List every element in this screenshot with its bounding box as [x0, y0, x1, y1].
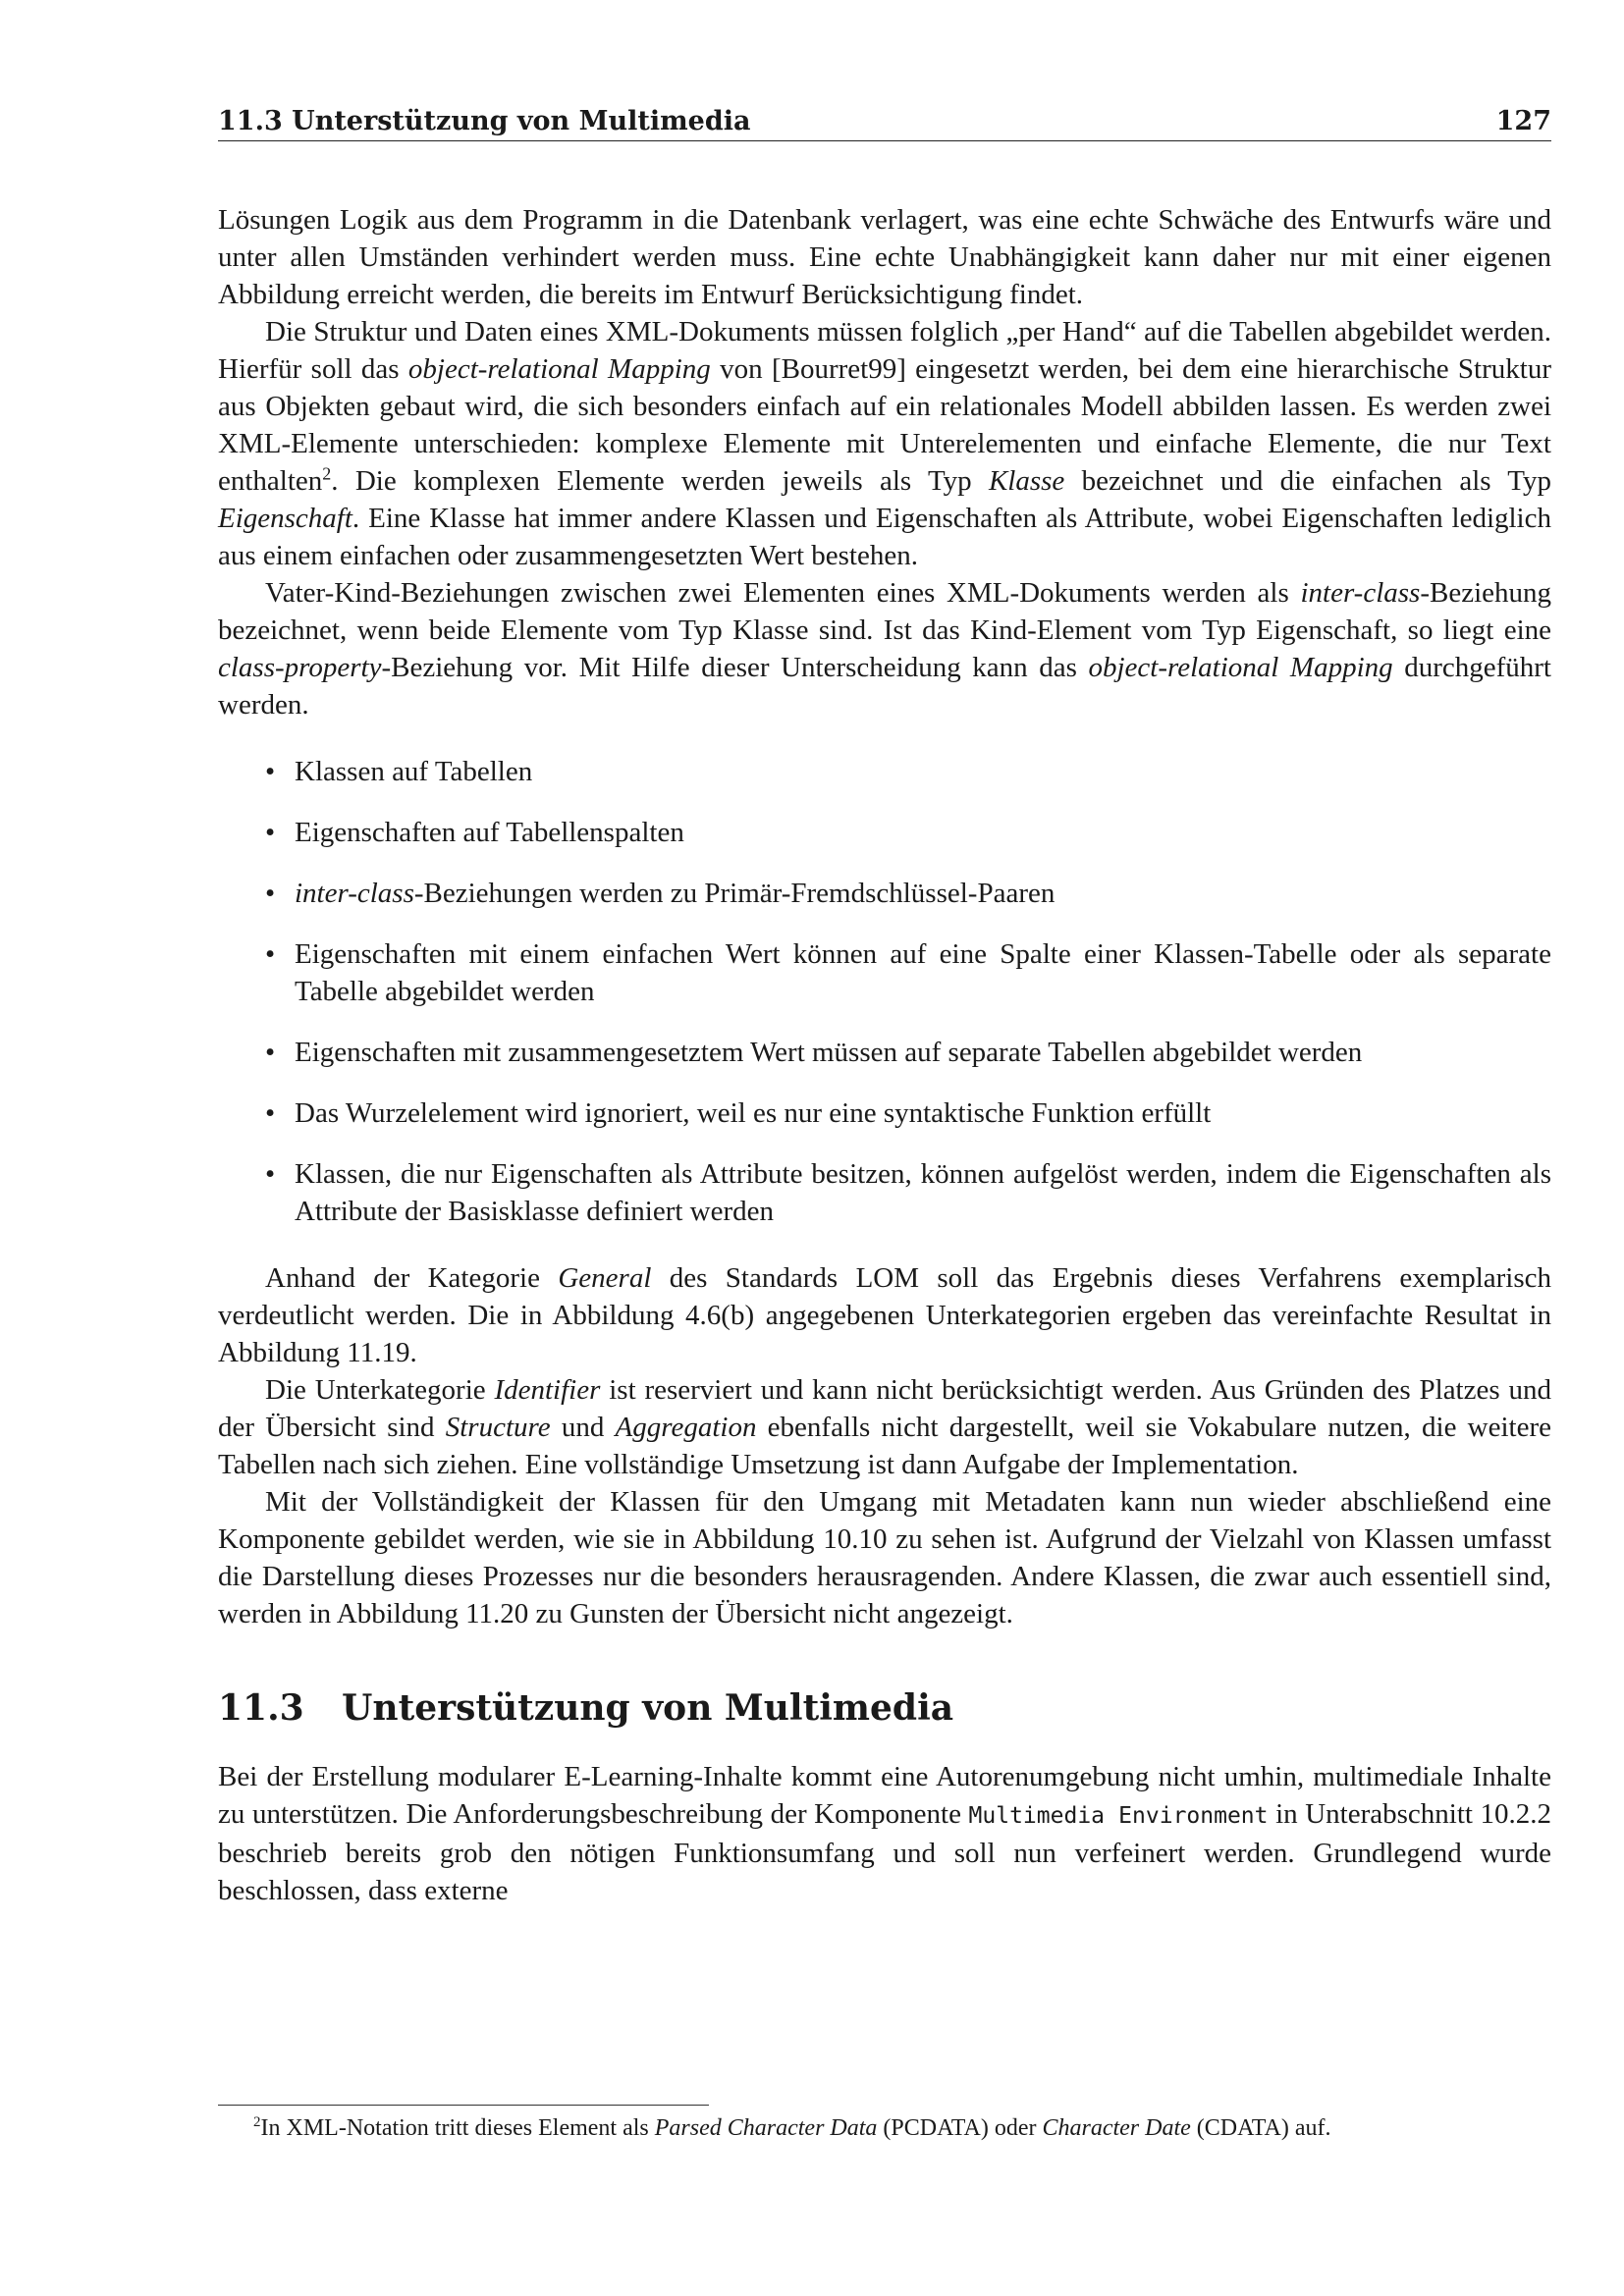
- text-run: von [Bourret99] eingesetzt werden, bei dem eine hierarchische Struktur aus Objekten gebaut wird, die sich besonders einfach auf ein relationales Modell abbilden lassen. Es werden zwei XML-Elemente unterschieden: komplexe Elemente mit Unterelementen und einfache Elemente, die nur Text enthalten: [218, 353, 1551, 497]
- italic-term: Structure: [445, 1412, 551, 1443]
- text-run: Die Struktur und Daten eines XML-Dokuments müssen folglich „per Hand“ auf die Tabellen abgebildet werden. Hierfür soll das: [218, 316, 1551, 385]
- italic-term: General: [558, 1262, 652, 1294]
- footnote-number: 2: [253, 2114, 261, 2130]
- text-run: bezeichnet und die einfachen als Typ: [1064, 465, 1551, 497]
- paragraph-2: [218, 313, 1551, 574]
- list-item-text: Klassen, die nur Eigenschaften als Attribute besitzen, können aufgelöst werden, indem die Eigenschaften als Attribute der Basisklasse definiert werden: [295, 1158, 1551, 1227]
- italic-term: inter-class: [295, 878, 414, 909]
- bullet-icon: •: [265, 756, 276, 787]
- italic-term: Aggregation: [615, 1412, 757, 1443]
- list-item-text: Eigenschaften mit zusammengesetztem Wert müssen auf separate Tabellen abgebildet werden: [295, 1037, 1363, 1068]
- text-run: (CDATA) auf.: [1190, 2115, 1331, 2141]
- main-text: [218, 201, 1551, 1909]
- list-item: [218, 1095, 1551, 1132]
- bullet-icon: •: [265, 938, 276, 970]
- section-heading: [218, 1685, 1551, 1731]
- italic-term: object-relational Mapping: [407, 353, 711, 385]
- section-number: 11.3: [218, 1687, 304, 1729]
- list-item-text: -Beziehungen werden zu Primär-Fremdschlüssel-Paaren: [413, 878, 1056, 909]
- list-item: [218, 753, 1551, 790]
- bullet-icon: •: [265, 1037, 276, 1068]
- italic-term: Klasse: [988, 465, 1065, 497]
- text-run: -Beziehung bezeichnet, wenn beide Elemente vom Typ Klasse sind. Ist das Kind-Element vom Typ Eigenschaft, so liegt eine: [218, 577, 1551, 646]
- paragraph-1: Lösungen Logik aus dem Programm in die Datenbank verlagert, was eine echte Schwäche des Entwurfs wäre und unter allen Umständen verhindert werden muss. Eine echte Unabhängigkeit kann daher nur mit einer eigenen Abbildung erreicht werden, die bereits im Entwurf Berücksichtigung findet.: [218, 204, 1551, 310]
- text-run: (PCDATA) oder: [877, 2115, 1043, 2141]
- section-title: Unterstützung von Multimedia: [342, 1687, 954, 1729]
- list-item: [218, 875, 1551, 912]
- text-run: . Die komplexen Elemente werden jeweils als Typ: [331, 465, 989, 497]
- page-number: 127: [1495, 106, 1551, 136]
- list-item-text: Das Wurzelelement wird ignoriert, weil es nur eine syntaktische Funktion erfüllt: [295, 1097, 1212, 1129]
- bullet-icon: •: [265, 1097, 276, 1129]
- footnote-rule: [218, 2105, 709, 2106]
- code-term: Multimedia Environment: [968, 1803, 1269, 1829]
- text-run: Die Unterkategorie: [265, 1374, 495, 1406]
- italic-term: Identifier: [494, 1374, 601, 1406]
- footnote: [218, 2112, 1551, 2144]
- text-run: In XML-Notation tritt dieses Element als: [260, 2115, 655, 2141]
- italic-term: class-property: [218, 652, 382, 683]
- list-item: [218, 935, 1551, 1010]
- paragraph-5: [218, 1371, 1551, 1483]
- text-run: des Standards LOM soll das Ergebnis dieses Verfahrens exemplarisch verdeutlicht werden. Die in Abbildung 4.6(b) angegebenen Unterkategorien ergeben das vereinfachte Resultat in Abbildung 11.19.: [218, 1262, 1551, 1368]
- text-run: und: [550, 1412, 616, 1443]
- list-item: [218, 1034, 1551, 1071]
- header-section-title: 11.3 Unterstützung von Multimedia: [218, 106, 751, 136]
- list-item: [218, 1155, 1551, 1230]
- italic-term: Eigenschaft: [218, 503, 352, 534]
- text-run: Anhand der Kategorie: [265, 1262, 559, 1294]
- mapping-rules-list: [218, 753, 1551, 1230]
- italic-term: object-relational Mapping: [1088, 652, 1393, 683]
- list-item-text: Klassen auf Tabellen: [295, 756, 533, 787]
- list-item: [218, 814, 1551, 851]
- text-run: . Eine Klasse hat immer andere Klassen und Eigenschaften als Attribute, wobei Eigenschaften lediglich aus einem einfachen oder zusammengesetzten Wert bestehen.: [218, 503, 1551, 571]
- text-run: in Unterabschnitt 10.2.2 beschrieb bereits grob den nötigen Funktionsumfang und soll nun verfeinert werden. Grundlegend wurde beschlossen, dass externe: [218, 1798, 1552, 1906]
- bullet-icon: •: [265, 878, 276, 909]
- italic-term: Character Date: [1042, 2115, 1191, 2141]
- paragraph-7: [218, 1758, 1551, 1909]
- italic-term: inter-class: [1300, 577, 1421, 609]
- list-item-text: Eigenschaften mit einem einfachen Wert können auf eine Spalte einer Klassen-Tabelle oder als separate Tabelle abgebildet werden: [295, 938, 1551, 1007]
- bullet-icon: •: [265, 817, 276, 848]
- running-header: [218, 106, 1551, 141]
- paragraph-3: [218, 574, 1551, 723]
- italic-term: Parsed Character Data: [654, 2115, 878, 2141]
- text-run: Bei der Erstellung modularer E-Learning-Inhalte kommt eine Autorenumgebung nicht umhin, multimediale Inhalte zu unterstützen. Die Anforderungsbeschreibung der Komponente: [218, 1761, 1551, 1830]
- paragraph-6: Mit der Vollständigkeit der Klassen für den Umgang mit Metadaten kann nun wieder abschließend eine Komponente gebildet werden, wie sie in Abbildung 10.10 zu sehen ist. Aufgrund der Vielzahl von Klassen umfasst die Darstellung dieses Prozesses nur die besonders herausragenden. Andere Klassen, die zwar auch essentiell sind, werden in Abbildung 11.20 zu Gunsten der Übersicht nicht angezeigt.: [218, 1486, 1551, 1629]
- footnote-marker[interactable]: 2: [322, 463, 332, 484]
- text-run: -Beziehung vor. Mit Hilfe dieser Unterscheidung kann das: [381, 652, 1089, 683]
- text-run: ebenfalls nicht dargestellt, weil sie Vokabulare nutzen, die weitere Tabellen nach sich ziehen. Eine vollständige Umsetzung ist dann Aufgabe der Implementation.: [218, 1412, 1551, 1480]
- text-run: Vater-Kind-Beziehungen zwischen zwei Elementen eines XML-Dokuments werden als: [265, 577, 1301, 609]
- text-run: ist reserviert und kann nicht berücksichtigt werden. Aus Gründen des Platzes und der Übersicht sind: [218, 1374, 1551, 1443]
- text-run: durchgeführt werden.: [218, 652, 1551, 721]
- list-item-text: Eigenschaften auf Tabellenspalten: [295, 817, 684, 848]
- bullet-icon: •: [265, 1158, 276, 1190]
- paragraph-4: [218, 1259, 1551, 1371]
